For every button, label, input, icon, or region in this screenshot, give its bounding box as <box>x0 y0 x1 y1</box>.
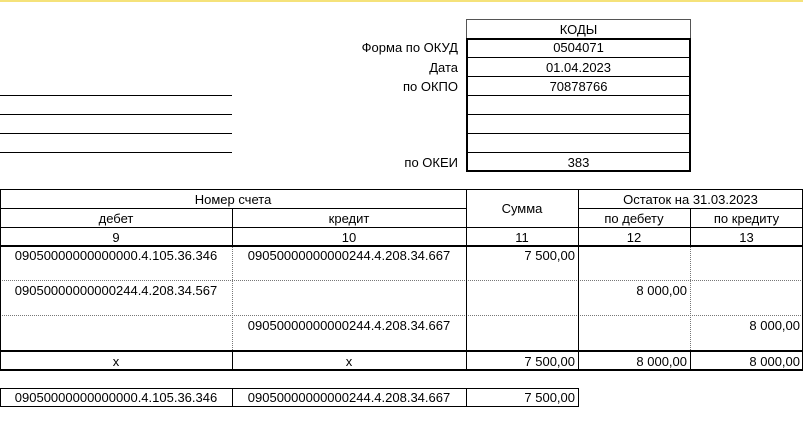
row-debit: 09050000000000244.4.208.34.567 <box>14 283 218 298</box>
account-number-header: Номер счета <box>194 192 272 207</box>
row-credit: 09050000000000244.4.208.34.667 <box>247 318 451 333</box>
summary-credit: 09050000000000244.4.208.34.667 <box>247 390 451 405</box>
total-debit: x <box>112 354 120 369</box>
row-debit: 09050000000000000.4.105.36.346 <box>14 248 218 263</box>
debit-header: дебет <box>98 211 134 226</box>
total-balance-credit: 8 000,00 <box>749 354 800 369</box>
col-number: 10 <box>341 230 357 245</box>
balance-debit-header: по дебету <box>604 211 664 226</box>
sum-header: Сумма <box>501 201 543 216</box>
okpo-value: 70878766 <box>549 79 608 94</box>
codes-header: КОДЫ <box>559 22 598 37</box>
credit-header: кредит <box>328 211 370 226</box>
okpo-label: по ОКПО <box>402 79 458 94</box>
balance-header: Остаток на 31.03.2023 <box>623 192 758 207</box>
col-number: 9 <box>112 230 120 245</box>
date-label: Дата <box>429 60 458 75</box>
col-number: 12 <box>626 230 642 245</box>
form-label: Форма по ОКУД <box>361 40 458 55</box>
total-credit: x <box>345 354 353 369</box>
okei-label: по ОКЕИ <box>404 155 458 170</box>
col-number: 13 <box>739 230 754 245</box>
total-balance-debit: 8 000,00 <box>636 354 687 369</box>
row-balance-credit: 8 000,00 <box>749 318 800 333</box>
top-accent-line <box>0 0 803 2</box>
date-value: 01.04.2023 <box>545 60 612 75</box>
balance-credit-header: по кредиту <box>713 211 780 226</box>
form-value: 0504071 <box>553 40 604 55</box>
row-credit: 09050000000000244.4.208.34.667 <box>247 248 451 263</box>
summary-sum: 7 500,00 <box>524 390 575 405</box>
col-number: 11 <box>515 230 529 245</box>
summary-debit: 09050000000000000.4.105.36.346 <box>14 390 218 405</box>
okei-value: 383 <box>567 155 590 170</box>
total-sum: 7 500,00 <box>524 354 575 369</box>
row-balance-debit: 8 000,00 <box>636 283 687 298</box>
row-sum: 7 500,00 <box>524 248 575 263</box>
